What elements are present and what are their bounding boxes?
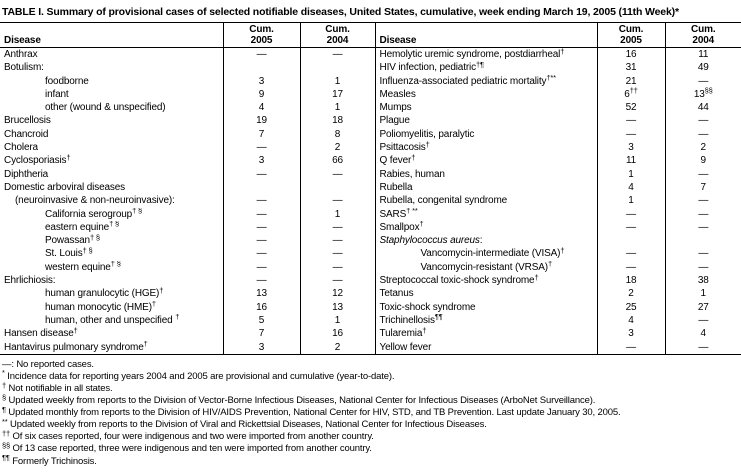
value-cell-v2004: 1 [300,208,375,221]
header-year-2005: 2005 [620,35,642,46]
header-cum-label: Cum. [691,23,716,35]
disease-label-cell: Rabies, human [375,168,597,181]
disease-label-cell: Ehrlichiosis: [4,275,56,287]
value-cell-v2005 [223,181,300,194]
disease-label-cell: Cholera [4,142,38,154]
value-cell-v2004: — [300,247,375,260]
disease-label-cell: human granulocytic (HGE)† [45,287,164,300]
header-cum-2004-left [300,23,375,48]
value-cell-v2005: 2 [597,287,665,300]
disease-label-cell: infant [45,88,69,100]
value-cell-v2005: 3 [597,327,665,340]
value-cell-v2005: — [223,194,300,207]
footnote-marker: §§ [2,440,11,450]
disease-label-cell: Vancomycin-resistant (VRSA)† [375,261,597,274]
table-title: TABLE I. Summary of provisional cases of selected notifiable diseases, United States, cumulative, week ending March 19, 2005 (11th Week)* [2,6,679,18]
footnote-line: ¶¶ Formerly Trichinosis. [2,453,97,467]
footnote-marker: † ** [406,207,418,216]
table-row [0,181,741,194]
value-cell-v2004: — [300,234,375,247]
value-cell-v2005: — [597,261,665,274]
footnote-line: †† Of six cases reported, four were indigenous and two were imported from another country. [2,428,374,443]
value-cell-v2005 [597,234,665,247]
disease-label-cell: Q fever† [375,154,597,167]
value-cell-v2004: — [300,221,375,234]
footnote-line: * Incidence data for reporting years 2004 and 2005 are provisional and cumulative (year-to-date). [2,368,395,382]
disease-label-cell: California serogroup† § [45,207,143,220]
footnote-marker: † [66,154,71,162]
header-cum-2004-right [665,23,741,48]
table-row [0,154,741,167]
footnote-marker: † [151,300,156,309]
footnote-marker: † § [132,207,143,216]
value-cell-v2004: 13 [300,301,375,314]
disease-label-cell: Psittacosis† [375,141,597,154]
header-cum-label: Cum. [325,23,350,35]
value-cell-v2004: 2 [665,141,741,154]
disease-label-cell: (neuroinvasive & non-neuroinvasive): [15,195,175,207]
disease-label-cell: Domestic arboviral diseases [4,181,125,193]
disease-label-cell: Yellow fever [375,341,597,355]
footnote-marker: † [159,287,164,295]
footnote-line: † Not notifiable in all states. [2,380,113,395]
disease-label-cell: Anthrax [4,49,38,60]
value-cell-v2005: 5 [223,314,300,327]
value-cell-v2005: 3 [223,341,300,355]
value-cell-v2004: 38 [665,274,741,287]
footnote-marker: † § [89,234,100,242]
disease-label-cell: Diphtheria [4,168,49,180]
value-cell-v2005: 19 [223,114,300,127]
value-cell-v2005: 18 [597,274,665,287]
footnote-marker: ¶¶ [434,313,443,322]
value-cell-v2005: — [597,221,665,234]
footnote-marker: † [143,340,148,349]
disease-label-cell: Tetanus [375,287,597,300]
value-cell-v2005: — [223,261,300,274]
value-cell-v2005: 16 [597,48,665,62]
disease-label-cell: Vancomycin-intermediate (VISA)† [375,247,597,260]
disease-label-cell: foodborne [45,75,89,87]
table-row [0,287,741,300]
disease-label-cell: Hemolytic uremic syndrome, postdiarrheal† [375,48,597,62]
table-row [0,327,741,340]
table-row [0,341,741,355]
disease-label-cell: Poliomyelitis, paralytic [375,128,597,141]
table-row [0,141,741,154]
header-cum-label: Cum. [249,23,274,35]
disease-label-cell: Trichinellosis¶¶ [375,314,597,327]
value-cell-v2005: — [223,247,300,260]
value-cell-v2004 [300,61,375,74]
disease-label-cell: Hansen disease† [4,327,78,340]
disease-label-cell: Influenza-associated pediatric mortality†** [375,75,597,88]
value-cell-v2004: 4 [665,327,741,340]
footnote-line: ** Updated weekly from reports to the Division of Viral and Rickettsial Diseases, National Center for Infectious Diseases. [2,416,487,431]
value-cell-v2005: 4 [223,101,300,114]
value-cell-v2005: 1 [597,194,665,207]
header-cum-label: Cum. [618,23,644,35]
disease-label-cell: Staphylococcus aureus: [375,234,597,247]
value-cell-v2004: — [665,341,741,355]
value-cell-v2004: 11 [665,48,741,62]
disease-label-cell: Botulism: [4,62,44,74]
value-cell-v2004: — [300,48,375,62]
value-cell-v2004: 13§§ [665,88,741,101]
disease-label-cell: Plague [375,114,597,127]
footnote-marker: † [547,260,552,269]
value-cell-v2004 [300,181,375,194]
table-row [0,247,741,260]
value-cell-v2005: 3 [223,154,300,167]
value-cell-v2004: 2 [300,141,375,154]
value-cell-v2005: — [223,141,300,154]
footnote-marker: † [560,47,565,56]
footnote-marker: †¶ [475,61,484,69]
disease-label-cell: Streptococcal toxic-shock syndrome† [375,274,597,287]
value-cell-v2005 [223,61,300,74]
value-cell-v2004: 1 [300,101,375,114]
disease-label-cell: Powassan† § [45,234,100,247]
value-cell-v2004: — [300,168,375,181]
value-cell-v2005: 25 [597,301,665,314]
value-cell-v2004: — [665,114,741,127]
table-row [0,194,741,207]
footnote-marker: * [2,368,5,378]
value-cell-v2004: 1 [300,314,375,327]
footnotes-block [0,355,741,468]
value-cell-v2005: 4 [597,314,665,327]
value-cell-v2004: — [665,128,741,141]
disease-label-cell: eastern equine† § [45,220,120,233]
table-row [0,101,741,114]
disease-label-cell: Brucellosis [4,115,51,127]
value-cell-v2005: 31 [597,61,665,74]
disease-label-cell: western equine† § [45,260,121,273]
footnote-line: § Updated weekly from reports to the Division of Vector-Borne Infectious Diseases, National Center for Infectious Diseases (ArboNet Surveillance). [2,392,596,407]
footnote-marker: † [175,313,180,322]
value-cell-v2005: 11 [597,154,665,167]
value-cell-v2005: 3 [223,75,300,88]
value-cell-v2004: 17 [300,88,375,101]
disease-label-cell: SARS† ** [375,208,597,221]
footnote-marker: † [2,380,7,390]
table-row [0,128,741,141]
disease-label-cell: Rubella [375,181,597,194]
value-cell-v2005: 52 [597,101,665,114]
value-cell-v2005: — [223,208,300,221]
value-cell-v2004: 12 [300,287,375,300]
table-row [0,274,741,287]
value-cell-v2005: — [597,208,665,221]
footnote-marker: § [2,392,7,402]
value-cell-v2005: — [597,114,665,127]
footnote-marker: †† [2,428,11,438]
disease-label-cell: other (wound & unspecified) [45,102,166,114]
value-cell-v2005: 1 [597,168,665,181]
value-cell-v2004: 44 [665,101,741,114]
disease-label-cell: HIV infection, pediatric†¶ [375,61,597,74]
footnote-marker: † [411,154,416,162]
footnote-line: —: No reported cases. [2,358,94,370]
disease-label-cell: Mumps [375,101,597,114]
value-cell-v2005: 21 [597,75,665,88]
table-row [0,48,741,62]
disease-label-cell: Measles [375,88,597,101]
value-cell-v2004: 1 [300,75,375,88]
notifiable-diseases-table [0,22,741,355]
table-row [0,301,741,314]
footnote-marker: † [422,327,427,335]
value-cell-v2004: 9 [665,154,741,167]
value-cell-v2004: 18 [300,114,375,127]
header-cum-2005-right [597,23,665,48]
header-cum-2005-left [223,23,300,48]
disease-label-cell: Tularemia† [375,327,597,340]
value-cell-v2005: — [223,221,300,234]
header-disease-right: Disease [375,23,597,48]
value-cell-v2005: 16 [223,301,300,314]
value-cell-v2005: — [223,48,300,62]
table-row [0,208,741,221]
value-cell-v2004: — [665,221,741,234]
value-cell-v2004: 8 [300,128,375,141]
value-cell-v2005: 13 [223,287,300,300]
footnote-marker: † [425,141,430,149]
value-cell-v2004: — [665,194,741,207]
header-row [0,23,741,48]
value-cell-v2005: 7 [223,327,300,340]
footnote-marker: †** [546,74,556,83]
value-cell-v2004: 49 [665,61,741,74]
value-cell-v2004: — [665,168,741,181]
disease-label-cell: Hantavirus pulmonary syndrome† [0,341,223,355]
value-cell-v2004: — [300,274,375,287]
footnote-marker: † § [110,260,121,269]
value-cell-v2004: 2 [300,341,375,355]
table-row [0,261,741,274]
table-row [0,221,741,234]
footnote-marker: † § [82,247,93,255]
footnote-marker: † [534,274,539,282]
value-cell-v2004: 1 [665,287,741,300]
disease-label-cell: St. Louis† § [45,247,93,260]
table-row [0,168,741,181]
value-cell-v2004: — [300,261,375,274]
value-cell-v2004: — [665,247,741,260]
value-cell-v2004: — [665,75,741,88]
value-cell-v2005: — [597,128,665,141]
value-cell-v2004: — [665,208,741,221]
header-year-2004: 2004 [692,35,715,46]
value-cell-v2004: 7 [665,181,741,194]
footnote-marker: ** [2,416,8,426]
value-cell-v2005: 6†† [597,88,665,101]
footnote-marker: † § [109,220,120,229]
value-cell-v2005: 7 [223,128,300,141]
footnote-marker: †† [629,86,638,96]
value-cell-v2005: — [597,247,665,260]
table-row [0,61,741,74]
footnote-marker: §§ [704,86,713,96]
table-row [0,88,741,101]
footnote-marker: † [419,220,424,229]
value-cell-v2004: — [665,261,741,274]
footnote-marker: ¶ [2,404,6,414]
value-cell-v2005: — [597,341,665,355]
disease-label-cell: Toxic-shock syndrome [375,301,597,314]
value-cell-v2004: 66 [300,154,375,167]
value-cell-v2004: — [300,194,375,207]
header-disease-left: Disease [0,23,223,48]
disease-label-cell: Rubella, congenital syndrome [375,194,597,207]
header-year-2004: 2004 [326,35,349,46]
header-year-2005: 2005 [250,35,273,46]
table-row [0,314,741,327]
value-cell-v2005: 9 [223,88,300,101]
disease-label-cell: Cyclosporiasis† [4,154,71,167]
table-row [0,234,741,247]
value-cell-v2004 [665,234,741,247]
disease-label-cell: human monocytic (HME)† [45,300,156,313]
footnote-marker: † [560,247,565,255]
value-cell-v2005: — [223,274,300,287]
value-cell-v2005: 4 [597,181,665,194]
value-cell-v2005: — [223,168,300,181]
value-cell-v2004: — [665,314,741,327]
footnote-line: §§ Of 13 case reported, three were indigenous and ten were imported from another country. [2,440,372,455]
footnote-marker: ¶¶ [2,453,10,463]
value-cell-v2004: 16 [300,327,375,340]
footnote-marker: † [73,327,78,335]
table-row [0,114,741,127]
value-cell-v2005: 3 [597,141,665,154]
footnote-line: ¶ Updated monthly from reports to the Division of HIV/AIDS Prevention, National Center for HIV, STD, and TB Prevention. Last update January 30, 2005. [2,404,621,419]
disease-label-cell: Chancroid [4,128,49,140]
disease-label-cell: human, other and unspecified † [45,313,180,326]
disease-label-cell: Smallpox† [375,221,597,234]
value-cell-v2004: 27 [665,301,741,314]
value-cell-v2005: — [223,234,300,247]
